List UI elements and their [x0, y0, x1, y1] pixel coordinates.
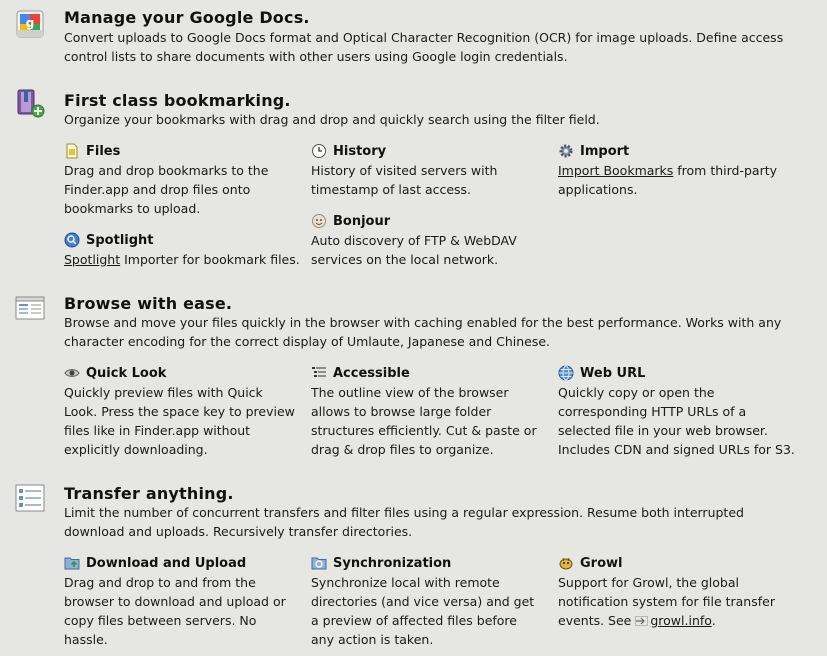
feature-files — [64, 142, 296, 218]
growl-icon — [558, 555, 574, 571]
feature-text-tail: Importer for bookmark files. — [120, 252, 300, 267]
file-icon — [64, 143, 80, 159]
feature-title: History — [333, 143, 387, 159]
feature-history — [311, 142, 543, 199]
gear-icon — [558, 143, 574, 159]
feature-text: Drag and drop bookmarks to the Finder.app and drop files onto bookmarks to upload. — [64, 163, 269, 216]
spotlight-icon — [64, 232, 80, 248]
feature-quick-look — [64, 364, 300, 459]
section-description: Organize your bookmarks with drag and drop and quickly search using the filter field. — [64, 112, 600, 127]
feature-title: Quick Look — [86, 365, 167, 381]
feature-title: Growl — [580, 555, 623, 571]
section-description: Convert uploads to Google Docs format and Optical Character Recognition (OCR) for image uploads. Define access control lists to share documents with other users using Google login credentials. — [64, 30, 784, 64]
feature-text: Quickly preview files with Quick Look. Press the space key to preview files like in Finder.app without explicitly downloading. — [64, 385, 295, 457]
google-docs-icon — [14, 8, 46, 40]
section-description: Browse and move your files quickly in the browser with caching enabled for the best performance. Works with any character encoding for the correct display of Umlaute, Japanese and Chinese. — [64, 315, 782, 349]
feature-text: Drag and drop to and from the browser to download and upload or copy files between servers. No hassle. — [64, 575, 286, 647]
feature-text: Auto discovery of FTP & WebDAV services on the local network. — [311, 233, 517, 267]
feature-text: The outline view of the browser allows to browse large folder structures efficiently. Cut & paste or drag & drop files to organize. — [311, 385, 537, 457]
eye-icon — [64, 365, 80, 381]
feature-text-tail: from third-party applications. — [558, 163, 778, 197]
clock-icon — [311, 143, 327, 159]
feature-synchronization — [311, 554, 543, 649]
feature-title: Import — [580, 143, 630, 159]
feature-web-url — [558, 364, 802, 459]
feature-title: Synchronization — [333, 555, 452, 571]
feature-text: Synchronize local with remote directories (and vice versa) and get a preview of affected files before any action is taken. — [311, 575, 535, 647]
feature-title: Download and Upload — [86, 555, 247, 571]
section-title: First class bookmarking. — [64, 91, 291, 110]
growl-info-link[interactable]: growl.info — [650, 613, 712, 628]
browser-window-icon — [14, 292, 46, 324]
feature-bonjour — [311, 212, 543, 269]
section-title: Transfer anything. — [64, 484, 234, 503]
feature-import — [558, 142, 798, 199]
section-title: Browse with ease. — [64, 294, 233, 313]
bookmark-add-icon — [14, 87, 46, 119]
import-bookmarks-link[interactable]: Import Bookmarks — [558, 163, 674, 178]
feature-accessible — [311, 364, 547, 459]
section-description: Limit the number of concurrent transfers and filter files using a regular expression. Resume both interrupted download and uploads. Recursively transfer directories. — [64, 505, 744, 539]
feature-text-tail: . — [711, 613, 716, 628]
feature-title: Files — [86, 143, 121, 159]
feature-title: Bonjour — [333, 213, 391, 229]
feature-text: History of visited servers with timestamp of last access. — [311, 163, 498, 197]
folder-upload-icon — [64, 555, 80, 571]
feature-text — [64, 250, 304, 269]
svg-text:g: g — [25, 16, 35, 30]
feature-text-body: Support for Growl, the global notification system for file transfer events. See — [558, 575, 775, 628]
feature-growl — [558, 554, 778, 630]
feature-text — [558, 161, 798, 199]
bonjour-icon — [311, 213, 327, 229]
section-title: Manage your Google Docs. — [64, 8, 310, 27]
feature-text: Quickly copy or open the corresponding HTTP URLs of a selected file in your web browser. Includes CDN and signed URLs for S3. — [558, 385, 795, 457]
outline-list-icon — [311, 365, 327, 381]
spotlight-link[interactable]: Spotlight — [64, 252, 121, 267]
feature-text — [558, 573, 778, 630]
globe-icon — [558, 365, 574, 381]
feature-title: Accessible — [333, 365, 410, 381]
folder-sync-icon — [311, 555, 327, 571]
arrow-link-icon — [635, 616, 648, 626]
transfer-list-icon — [14, 482, 46, 514]
feature-spotlight — [64, 231, 304, 269]
feature-download-upload — [64, 554, 304, 649]
feature-title: Spotlight — [86, 232, 154, 248]
feature-title: Web URL — [580, 365, 646, 381]
